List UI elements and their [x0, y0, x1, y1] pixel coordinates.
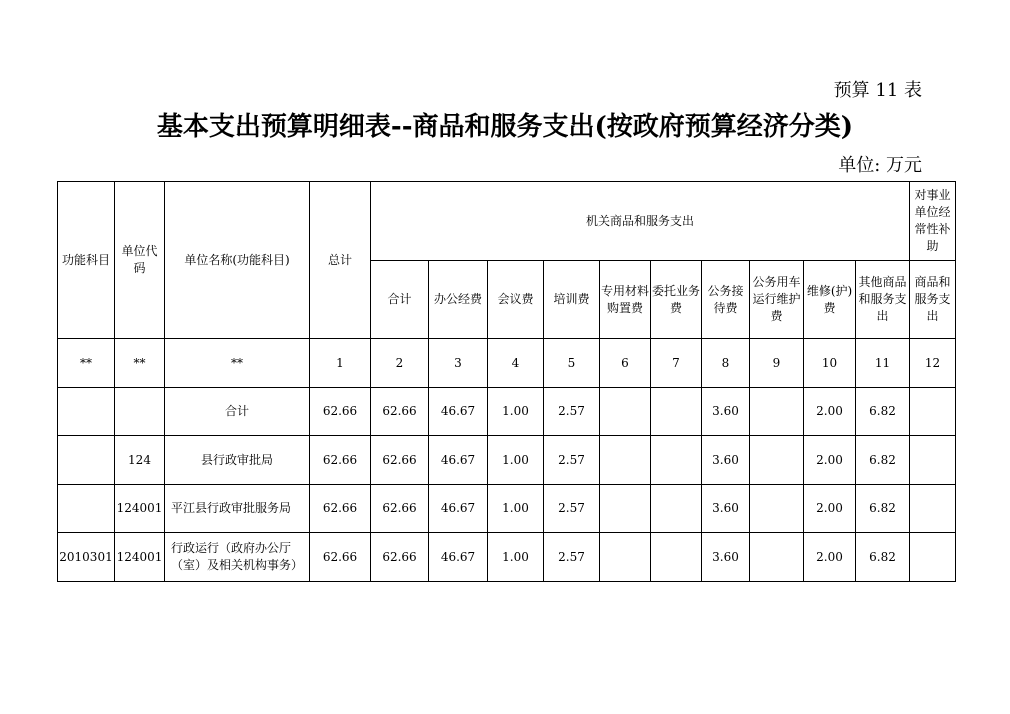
table-cell: 6.82	[856, 533, 910, 582]
table-cell: 124001	[115, 533, 165, 582]
index-cell: 8	[702, 339, 750, 388]
table-cell	[115, 388, 165, 436]
page-title: 基本支出预算明细表--商品和服务支出(按政府预算经济分类)	[156, 112, 854, 142]
table-cell: 46.67	[429, 436, 488, 485]
table-cell: 1.00	[488, 388, 544, 436]
table-cell: 62.66	[310, 485, 371, 533]
index-cell: 1	[310, 339, 371, 388]
table-cell	[600, 533, 651, 582]
unit-name-cell: 平江县行政审批服务局	[165, 485, 310, 533]
table-cell: 3.60	[702, 533, 750, 582]
table-cell: 2.57	[544, 533, 600, 582]
table-row	[58, 533, 956, 582]
table-cell	[910, 388, 956, 436]
table-cell: 2.00	[804, 485, 856, 533]
table-cell: 2.00	[804, 533, 856, 582]
index-cell: 11	[856, 339, 910, 388]
table-cell: 2.57	[544, 388, 600, 436]
unit-name-cell: 行政运行（政府办公厅（室）及相关机构事务）	[165, 533, 310, 582]
table-cell: 2.00	[804, 388, 856, 436]
table-cell: 1.00	[488, 533, 544, 582]
table-cell	[651, 485, 702, 533]
table-cell: 46.67	[429, 533, 488, 582]
budget-table	[57, 181, 956, 582]
table-row	[58, 436, 956, 485]
table-cell: 46.67	[429, 485, 488, 533]
table-cell: 62.66	[310, 533, 371, 582]
table-cell	[750, 533, 804, 582]
index-cell: 10	[804, 339, 856, 388]
subheader-cell: 委托业务费	[651, 261, 702, 339]
header-group-org: 机关商品和服务支出	[371, 182, 910, 261]
unit-label: 单位: 万元	[838, 155, 922, 176]
table-cell	[651, 436, 702, 485]
table-cell	[651, 533, 702, 582]
table-cell: 6.82	[856, 485, 910, 533]
table-cell	[910, 533, 956, 582]
header-unit-name: 单位名称(功能科目)	[165, 182, 310, 339]
header-total: 总计	[310, 182, 371, 339]
table-cell	[750, 388, 804, 436]
table-cell	[58, 388, 115, 436]
table-cell: 6.82	[856, 436, 910, 485]
table-cell	[750, 485, 804, 533]
table-cell	[750, 436, 804, 485]
index-cell: **	[165, 339, 310, 388]
table-cell: 124001	[115, 485, 165, 533]
index-cell: 6	[600, 339, 651, 388]
table-cell: 62.66	[371, 533, 429, 582]
index-cell: 7	[651, 339, 702, 388]
table-number-label: 预算 11 表	[833, 80, 922, 101]
table-cell	[58, 485, 115, 533]
index-cell: 3	[429, 339, 488, 388]
subheader-cell: 商品和服务支出	[910, 261, 956, 339]
unit-name-cell: 县行政审批局	[165, 436, 310, 485]
table-cell: 1.00	[488, 485, 544, 533]
table-cell: 2010301	[58, 533, 115, 582]
table-cell	[651, 388, 702, 436]
index-cell: 5	[544, 339, 600, 388]
table-cell	[58, 436, 115, 485]
table-cell: 6.82	[856, 388, 910, 436]
subheader-cell: 公务用车运行维护费	[750, 261, 804, 339]
table-row	[58, 388, 956, 436]
table-cell: 2.00	[804, 436, 856, 485]
table-cell	[600, 436, 651, 485]
subheader-cell: 公务接待费	[702, 261, 750, 339]
index-cell: **	[115, 339, 165, 388]
index-row	[58, 339, 956, 388]
index-cell: 2	[371, 339, 429, 388]
subheader-cell: 其他商品和服务支出	[856, 261, 910, 339]
header-unit-code: 单位代码	[115, 182, 165, 339]
table-cell: 62.66	[310, 388, 371, 436]
index-cell: 9	[750, 339, 804, 388]
table-cell: 62.66	[310, 436, 371, 485]
header-func-code: 功能科目	[58, 182, 115, 339]
subheader-cell: 会议费	[488, 261, 544, 339]
subheader-cell: 培训费	[544, 261, 600, 339]
header-group-subsidy: 对事业单位经常性补助	[910, 182, 956, 261]
table-cell	[600, 485, 651, 533]
table-cell	[910, 436, 956, 485]
table-cell: 3.60	[702, 436, 750, 485]
subheader-cell: 合计	[371, 261, 429, 339]
subheader-cell: 专用材料购置费	[600, 261, 651, 339]
table-cell	[910, 485, 956, 533]
table-row	[58, 485, 956, 533]
table-cell: 124	[115, 436, 165, 485]
index-cell: 4	[488, 339, 544, 388]
table-cell: 46.67	[429, 388, 488, 436]
table-cell: 62.66	[371, 388, 429, 436]
subheader-cell: 维修(护)费	[804, 261, 856, 339]
index-cell: 12	[910, 339, 956, 388]
table-cell: 62.66	[371, 436, 429, 485]
table-cell: 3.60	[702, 388, 750, 436]
table-cell: 1.00	[488, 436, 544, 485]
table-cell: 2.57	[544, 436, 600, 485]
table-cell: 2.57	[544, 485, 600, 533]
table-cell: 3.60	[702, 485, 750, 533]
unit-name-cell: 合计	[165, 388, 310, 436]
table-cell: 62.66	[371, 485, 429, 533]
subheader-cell: 办公经费	[429, 261, 488, 339]
index-cell: **	[58, 339, 115, 388]
table-cell	[600, 388, 651, 436]
